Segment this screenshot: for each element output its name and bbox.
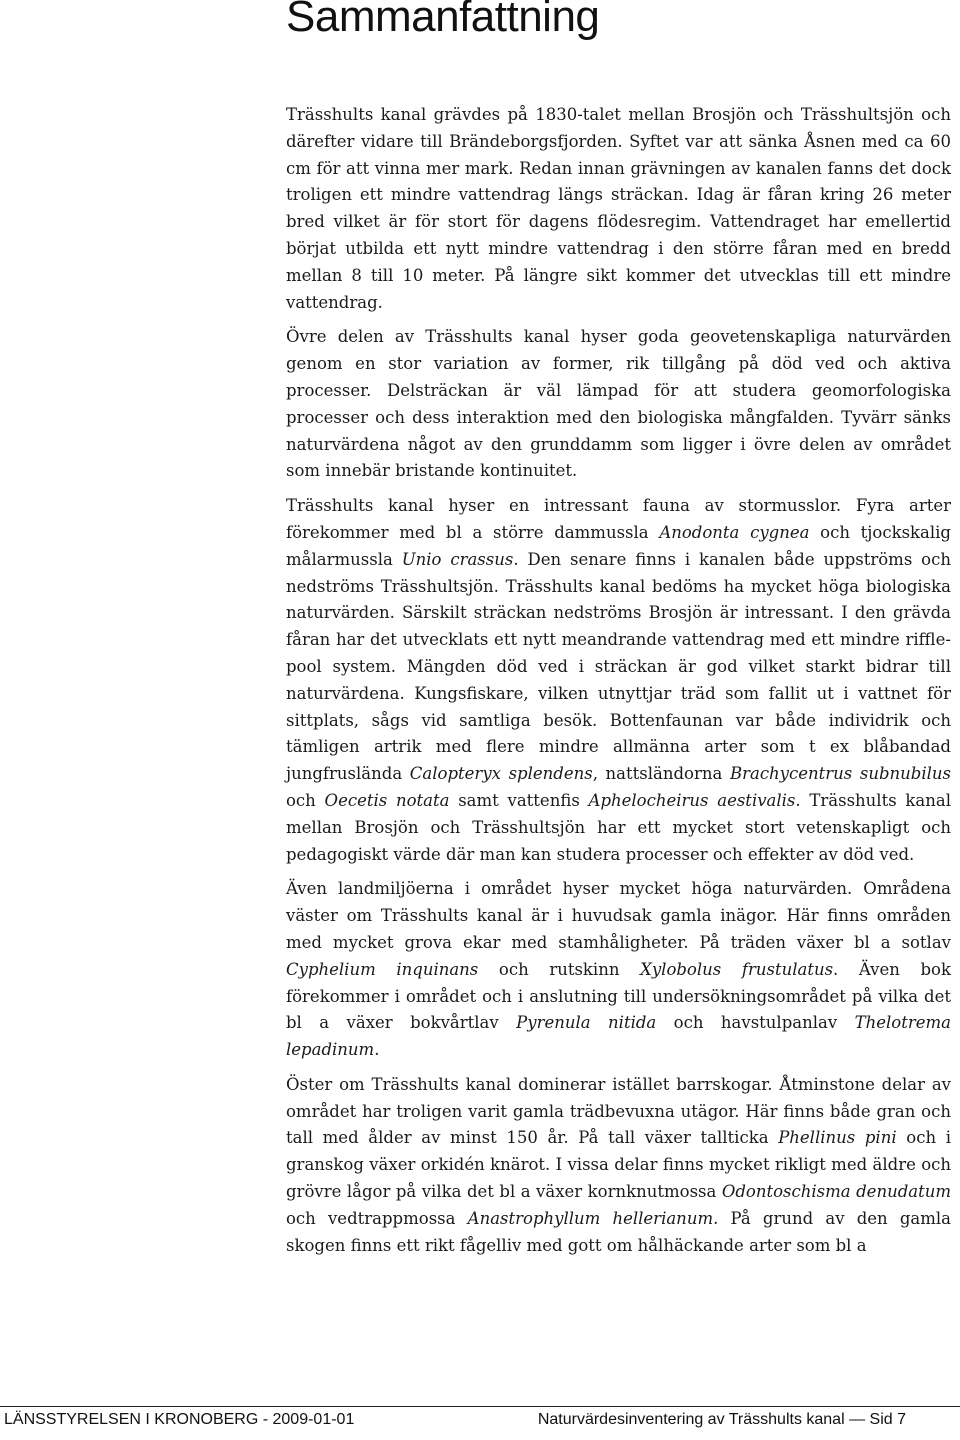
footer-organization-date: LÄNSSTYRELSEN I KRONOBERG - 2009-01-01 [4, 1411, 355, 1428]
species-name: Xylobolus frustulatus [640, 959, 834, 979]
text-run: . Den senare finns i kanalen både uppströms och nedströms Trässhultsjön. Trässhults kanal bedöms ha mycket höga biologiska naturvärden. Särskilt sträckan nedströms Brosjön är intressant. I den grävda fåran har det utvecklats ett nytt meandrande vattendrag med ett mindre riffle-pool system. Mängden död ved i sträckan är god vilket starkt bidrar till naturvärdena. Kungsfiskare, vilken utnyttjar träd som fallit ut i vattnet för sittplats, sågs vid samtliga besök. Bottenfaunan var både individrik och tämligen artrik med flere mindre allmänna arter som t ex blåbandad jungfrusländа [286, 549, 951, 784]
text-run: På grund av den gamla skogen finns ett rikt fågelliv med gott om hålhäckande arter som bl a [286, 1208, 951, 1255]
paragraph-canal-history [286, 102, 951, 316]
paragraph-land-west [286, 876, 951, 1064]
footer-rule [0, 1406, 960, 1407]
species-name: Calopteryx splendens [409, 764, 593, 784]
species-name: Unio crassus [401, 549, 514, 569]
text-run: . Även bok förekommer i området och i anslutning till undersökningsområdet på vilka det bl a växer bokvårtlav [286, 959, 951, 1033]
species-name: Thelotrema lepadinum [286, 1013, 951, 1060]
text-run: Trässhults kanal mellan Brosjön och Trässhultsjön har ett mycket stort vetenskapligt och pedagogiskt värde där man kan studera processer och effekter av död ved. [286, 790, 951, 864]
text-run: och vedtrappmossa [286, 1208, 468, 1228]
species-name: Anodonta cygnea [659, 522, 810, 542]
text-run: och havstulpanlav [656, 1013, 855, 1033]
text-run: och i granskog växer orkidén knärot. I vissa delar finns mycket rikligt med äldre och grövre lågor på vilka det bl a växer kornknutmossa [286, 1128, 951, 1202]
paragraph-geoscience-values [286, 324, 951, 485]
text-run: Trässhults kanal hyser en intressant fauna av stormusslor. Fyra arter förekommer med bl a större dammussla [286, 496, 951, 542]
text-run: och [286, 790, 325, 810]
text-run: Även landmiljöerna i området hyser mycket höga naturvärden. Områdena väster om Trässhults kanal är i huvudsak gamla inägor. Här finns områden med mycket grova ekar med stamhåligheter. På träden växer bl a sotlav [286, 879, 951, 952]
paragraph-land-east [286, 1072, 951, 1260]
species-name: Aphelocheirus aestivalis. [588, 790, 801, 810]
species-name: Pyrenula nitida [516, 1013, 657, 1033]
text-run: . [374, 1040, 380, 1060]
page-title: Sammanfattning [286, 0, 600, 41]
text-run: och rutskinn [478, 959, 641, 979]
species-name: Odontoschisma denudatum [721, 1182, 951, 1202]
species-name: Brachycentrus subnubilus [729, 764, 951, 784]
species-name: Phellinus pini [778, 1128, 897, 1148]
footer-document-page: Naturvärdesinventering av Trässhults kanal — Sid 7 [537, 1411, 906, 1428]
text-run: Öster om Trässhults kanal dominerar istället barrskogar. Åtminstone delar av området har troligen varit gamla trädbevuxna utägor. Här finns både gran och tall med ålder av minst 150 år. På tall växer tallticka [286, 1074, 951, 1148]
paragraph-aquatic-fauna [286, 493, 951, 868]
species-name: Cyphelium inquinans [286, 959, 479, 979]
text-run: och tjockskalig målarmussla [286, 522, 951, 569]
summary-body [286, 102, 951, 1267]
text-run: Trässhults kanal grävdes på 1830-talet mellan Brosjön och Trässhultsjön och därefter vidare till Brändeborgsfjorden. Syftet var att sänka Åsnen med ca 60 cm för att vinna mer mark. Redan innan grävningen av kanalen fanns det dock troligen ett mindre vattendrag längs sträckan. Idag är fåran kring 26 meter bred vilket är för stort för dagens flödesregim. Vattendraget har emellertid börjat utbilda ett nytt mindre vattendrag i den större fåran med en bredd mellan 8 till 10 meter. På längre sikt kommer det utvecklas till ett mindre vattendrag. [286, 105, 951, 312]
species-name: Oecetis notata [324, 790, 450, 810]
text-run: , nattsländorna [592, 764, 730, 784]
text-run: Övre delen av Trässhults kanal hyser goda geovetenskapliga naturvärden genom en stor variation av former, rik tillgång på död ved och aktiva processer. Delsträckan är väl lämpad för att studera geomorfologiska processer och dess interaktion med den biologiska mångfalden. Tyvärr sänks naturvärdena något av den grunddamm som ligger i övre delen av området som innebär bristande kontinuitet. [286, 327, 951, 481]
text-run: samt vattenfis [449, 790, 589, 810]
species-name: Anastrophyllum hellerianum. [467, 1208, 719, 1228]
